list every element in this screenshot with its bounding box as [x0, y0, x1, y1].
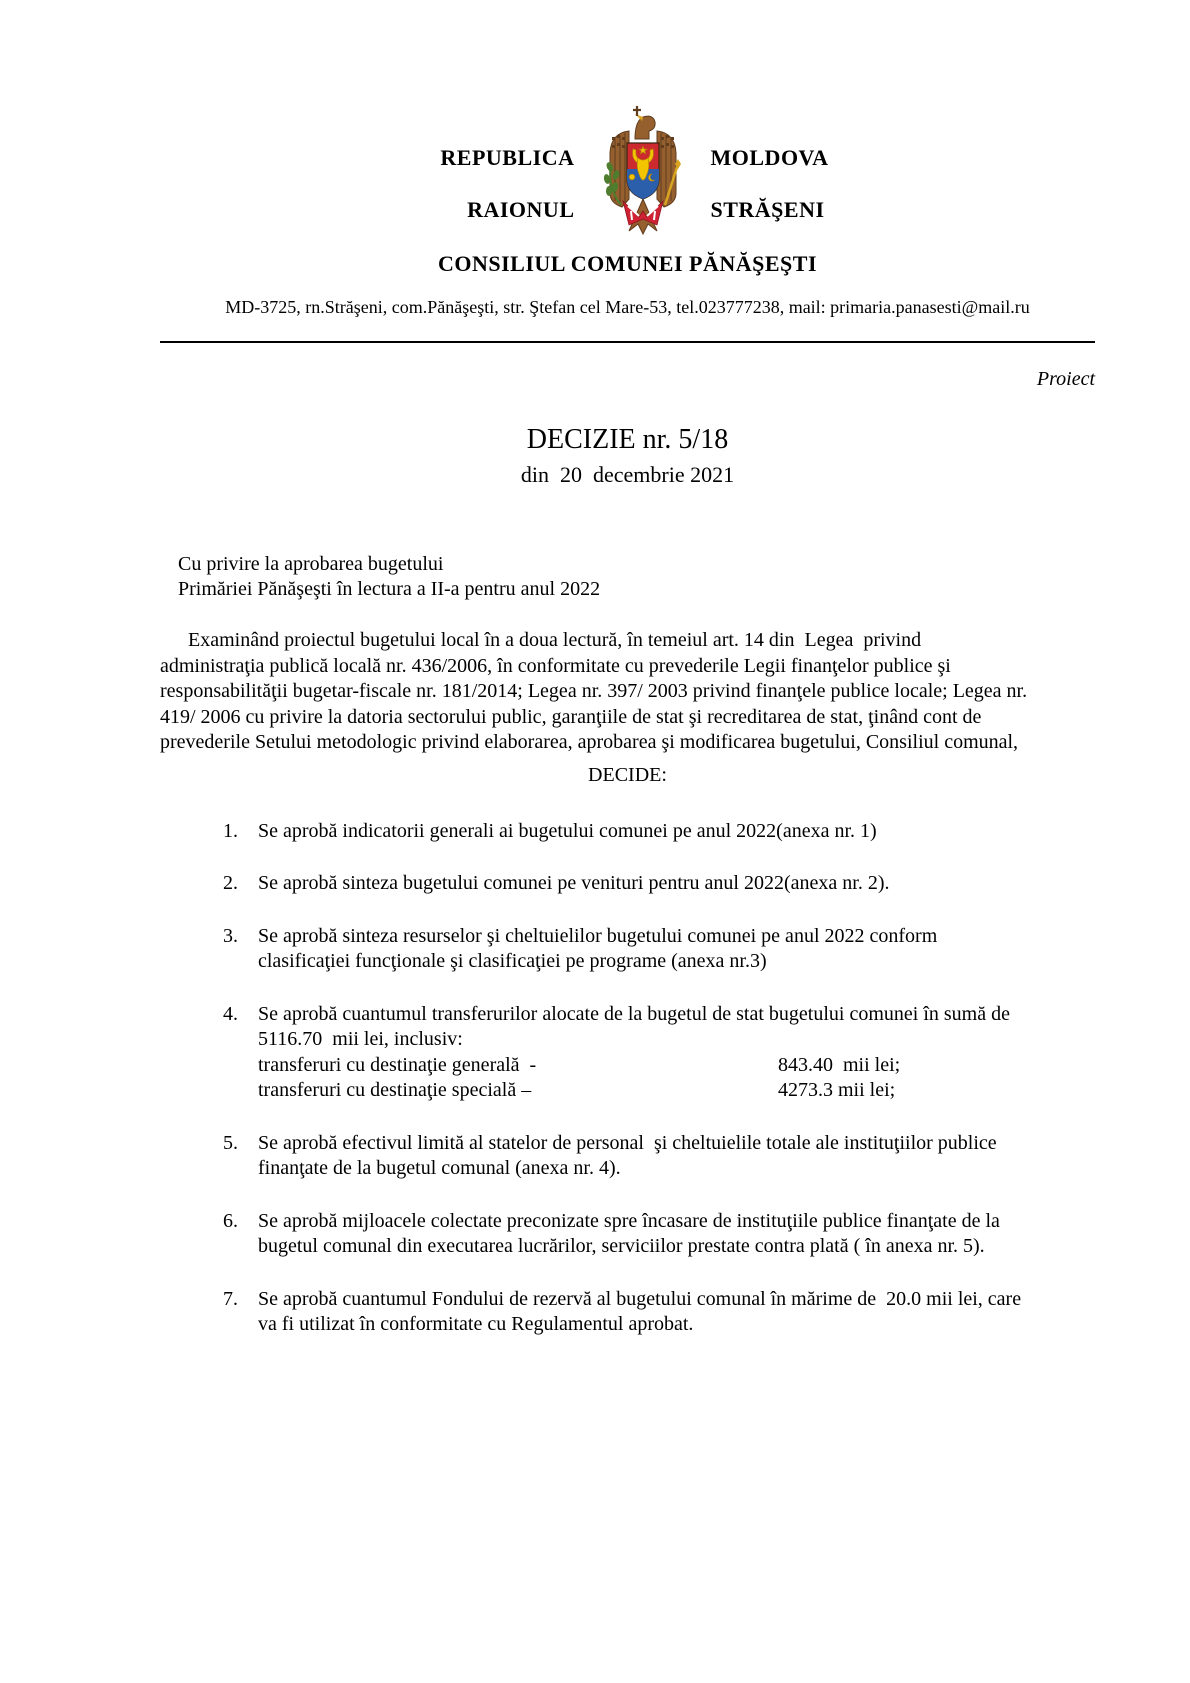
subject-block [160, 552, 1095, 602]
proiect-label: Proiect [1036, 368, 1095, 390]
decision-date: din 20 decembrie 2021 [520, 462, 735, 487]
item-body [258, 871, 1030, 897]
decision-item [160, 924, 1030, 975]
transfer-row [258, 1053, 1030, 1079]
transfer-rows [258, 1053, 1030, 1104]
decision-items-list [160, 819, 1030, 1338]
letterhead-right-column [711, 105, 1011, 223]
item-number: 4. [223, 1002, 238, 1025]
republic-label: REPUBLICA [440, 145, 575, 170]
transfer-label: transferuri cu destinaţie generală - [258, 1053, 537, 1076]
item-body [258, 1002, 1030, 1104]
item-number: 2. [223, 872, 238, 894]
letterhead [160, 105, 1095, 343]
item-body [258, 1209, 1030, 1260]
item-body [258, 1131, 1030, 1182]
council-title: CONSILIUL COMUNEI PĂNĂŞEŞTI [437, 251, 818, 276]
moldova-coat-of-arms-icon [595, 105, 691, 237]
transfer-row [258, 1078, 1030, 1104]
item-body [258, 924, 1030, 975]
preamble-paragraph: Examinând proiectul bugetului local în a doua lectură, în temeiul art. 14 din Legea privind administraţia publică locală nr. 436/2006, în conformitate cu prevederile Legii finanţelor publice şi responsabilităţii bugetar-fiscale nr. 181/2014; Legea nr. 397/ 2003 privind finanţele publice locale; Legea nr. 419/ 2006 cu privire la datoria sectorului public, garanţiile de stat şi recreditarea de stat, ţinând cont de prevederile Setului metodologic privind elaborarea, aprobarea şi modificarea bugetului, Consiliul comunal, [160, 629, 1033, 753]
decision-item [160, 871, 1030, 897]
letterhead-left-column [275, 105, 575, 223]
decide-heading: DECIDE: [588, 763, 667, 786]
item-text: Se aprobă cuantumul transferurilor alocate de la bugetul de stat bugetului comunei în sumă de 5116.70 mii lei, inclusiv: [258, 1002, 1015, 1050]
item-number: 7. [223, 1287, 238, 1310]
country-label: MOLDOVA [710, 145, 829, 170]
item-number: 3. [223, 924, 238, 947]
decision-item [160, 1131, 1030, 1182]
district-label: RAIONUL [467, 197, 575, 222]
transfer-value: 843.40 mii lei; [778, 1053, 901, 1076]
item-number: 6. [223, 1209, 238, 1232]
item-text: Se aprobă cuantumul Fondului de rezervă al bugetului comunal în mărime de 20.0 mii lei, care va fi utilizat în conformitate cu Regulamentul aprobat. [258, 1287, 1027, 1335]
item-text: Se aprobă sinteza resurselor şi cheltuielilor bugetului comunei pe anul 2022 conform clasificaţiei funcţionale şi clasificaţiei pe programe (anexa nr.3) [258, 924, 943, 972]
item-body [258, 819, 1030, 845]
item-text: Se aprobă indicatorii generali ai bugetului comunei pe anul 2022(anexa nr. 1) [258, 819, 877, 842]
item-text: Se aprobă sinteza bugetului comunei pe venituri pentru anul 2022(anexa nr. 2). [258, 872, 890, 894]
decision-title: DECIZIE nr. 5/18 [526, 424, 729, 455]
contact-line: MD-3725, rn.Străşeni, com.Pănăşeşti, str. Ştefan cel Mare-53, tel.023777238, mail: primaria.panasesti@mail.ru [225, 297, 1030, 317]
item-text: Se aprobă mijloacele colectate preconizate spre încasare de instituţiile publice finanţate de la bugetul comunal din executarea lucrărilor, serviciilor prestate contra plată ( în anexa nr. 5). [258, 1209, 1005, 1257]
separator-rule [160, 341, 1095, 343]
item-number: 5. [223, 1131, 238, 1154]
decision-item [160, 819, 1030, 845]
subject-line-1: Cu privire la aprobarea bugetului [178, 553, 444, 575]
district-name-label: STRĂŞENI [710, 197, 825, 222]
item-text: Se aprobă efectivul limită al statelor de personal şi cheltuielile totale ale instituţiilor publice finanţate de la bugetul comunal (anexa nr. 4). [258, 1131, 1002, 1179]
item-number: 1. [223, 819, 238, 842]
subject-line-2: Primăriei Pănăşeşti în lectura a II-a pentru anul 2022 [178, 578, 601, 600]
decision-item [160, 1287, 1030, 1338]
transfer-value: 4273.3 mii lei; [778, 1079, 896, 1101]
item-body [258, 1287, 1030, 1338]
decision-item [160, 1002, 1030, 1104]
decision-item [160, 1209, 1030, 1260]
transfer-label: transferuri cu destinaţie specială – [258, 1079, 532, 1101]
letterhead-grid [190, 105, 1095, 237]
